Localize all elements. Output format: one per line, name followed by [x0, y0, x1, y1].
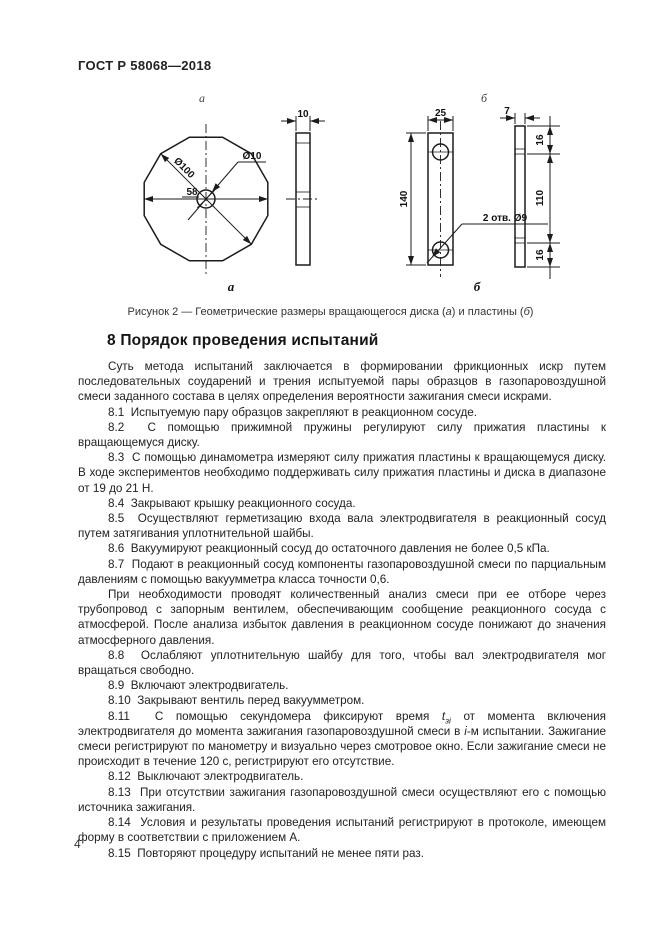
plate-bottom-offset-label: 16	[535, 249, 546, 261]
paragraph-8-1: 8.1 Испытуемую пару образцов закрепляют в реакционном сосуде.	[108, 405, 478, 419]
section-body	[78, 359, 606, 861]
paragraph-8-7-note: При необходимости проводят количественный анализ смеси при ее отборе через трубопровод с запорным вентилем, обеспечивающим сообщение реакционного сосуда с атмосферой. После анализа избыток давления в реакционном сосуде понижают до значения атмосферного давления.	[78, 588, 606, 647]
section-heading: 8 Порядок проведения испытаний	[107, 332, 379, 349]
disk-front-view	[144, 124, 268, 274]
page-number: 4	[74, 837, 81, 851]
paragraph-8-12: 8.12 Выключают электродвигатель.	[108, 770, 304, 784]
paragraph-8-15: 8.15 Повторяют процедуру испытаний не менее пяти раз.	[108, 846, 425, 860]
paragraph-8-2: 8.2 С помощью прижимной пружины регулируют силу прижатия пластины к вращающемуся диску.	[78, 420, 606, 450]
plate-side-view	[500, 106, 560, 279]
figure-caption: Рисунок 2 — Геометрические размеры вращающегося диска (а) и пластины (б)	[127, 306, 534, 318]
paragraph-8-10: 8.10 Закрывают вентиль перед вакуумметром.	[108, 694, 365, 708]
plate-side-outline	[515, 126, 525, 267]
paragraph-8-4: 8.4 Закрывают крышку реакционного сосуда.	[108, 496, 356, 510]
paragraph-8-6: 8.6 Вакуумируют реакционный сосуд до остаточного давления не более 0,5 кПа.	[108, 542, 550, 556]
disk-hub-label: 58	[186, 187, 198, 198]
figure-2-drawing	[100, 90, 600, 302]
paragraph-8-11: 8.11 С помощью секундомера фиксируют время $t_{зi}$ от момента включения электродвигателя до момента зажигания газопаровоздушной смеси в i-м испытании. Зажигание смеси регистрируют по манометру и визуально через смотровое окно. Если зажигание смеси не происходит в течение 120 с, регистрируют его отсутствие.	[78, 709, 606, 769]
disk-thickness-label: 10	[297, 109, 309, 120]
plate-view-label-bottom: б	[473, 279, 481, 294]
disk-diameter-label: Ø100	[171, 155, 197, 181]
plate-top-offset-label: 16	[535, 134, 546, 146]
disk-view-label-top: а	[199, 91, 205, 105]
paragraph-8-13: 8.13 При отсутствии зажигания газопаровоздушной смеси осуществляют его с помощью источника зажигания.	[78, 785, 606, 814]
paragraph-intro: Суть метода испытаний заключается в формировании фрикционных искр путем последовательных соударений и трения испытуемой пары образцов в газопаровоздушной смеси заданного состава в целях определения вероятности зажигания смеси искрами.	[78, 360, 606, 404]
disk-view-label-bottom: а	[227, 279, 235, 294]
plate-middle-label: 110	[535, 189, 546, 207]
paragraph-8-5: 8.5 Осуществляют герметизацию входа вала электродвигателя в реакционный сосуд путем затягивания уплотнительной шайбы.	[78, 512, 606, 541]
standard-designation: ГОСТ Р 58068—2018	[78, 58, 212, 73]
disk-side-view	[281, 109, 325, 265]
plate-view-label-top: б	[480, 91, 488, 105]
paragraph-8-7: 8.7 Подают в реакционный сосуд компоненты газопаровоздушной смеси по парциальным давлениям с помощью вакуумметра класса точности 0,6.	[78, 557, 606, 586]
plate-height-label: 140	[399, 190, 410, 208]
plate-thickness-label: 7	[504, 106, 510, 117]
paragraph-8-9: 8.9 Включают электродвигатель.	[108, 679, 289, 693]
paragraph-8-14: 8.14 Условия и результаты проведения испытаний регистрируют в протоколе, имеющем форму в соответствии с приложением А.	[78, 816, 606, 845]
disk-hole-label: Ø10	[242, 151, 262, 162]
plate-holes-note-label: 2 отв. Ø9	[482, 213, 528, 224]
paragraph-8-3: 8.3 С помощью динамометра измеряют силу прижатия пластины к вращающемуся диску. В ходе экспериментов необходимо поддерживать силу прижатия пластины и диска в диапазоне от 19 до 21 Н.	[78, 451, 606, 495]
plate-width-label: 25	[434, 108, 447, 119]
paragraph-8-8: 8.8 Ослабляют уплотнительную шайбу для того, чтобы вал электродвигателя мог вращаться свободно.	[78, 648, 606, 678]
